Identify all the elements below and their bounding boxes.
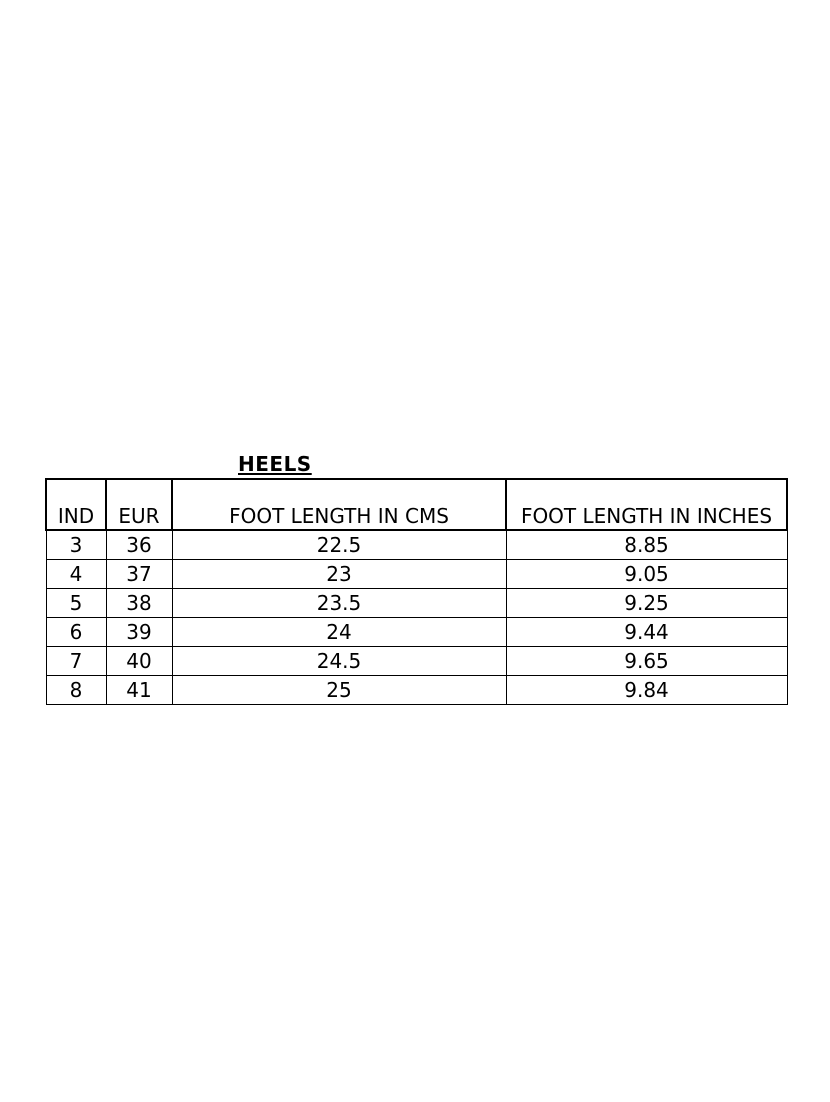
header-ind: IND [46,479,106,530]
table-row [46,676,787,705]
header-foot-length-cms: FOOT LENGTH IN CMS [172,479,506,530]
cell-ind: 3 [46,530,106,560]
cell-eur: 37 [106,560,172,589]
cell-cms: 25 [172,676,506,705]
cell-ind: 5 [46,589,106,618]
table-row [46,560,787,589]
header-eur: EUR [106,479,172,530]
cell-eur: 36 [106,530,172,560]
cell-cms: 23.5 [172,589,506,618]
cell-inches: 8.85 [506,530,787,560]
size-chart-table [45,478,788,705]
cell-cms: 24.5 [172,647,506,676]
cell-eur: 39 [106,618,172,647]
table-row [46,647,787,676]
cell-ind: 6 [46,618,106,647]
cell-inches: 9.44 [506,618,787,647]
cell-cms: 23 [172,560,506,589]
table-row [46,530,787,560]
cell-eur: 38 [106,589,172,618]
cell-inches: 9.65 [506,647,787,676]
cell-cms: 22.5 [172,530,506,560]
table-title: HEELS [238,452,312,476]
cell-inches: 9.84 [506,676,787,705]
header-row [46,479,787,530]
table-row [46,618,787,647]
cell-inches: 9.25 [506,589,787,618]
header-foot-length-inches: FOOT LENGTH IN INCHES [506,479,787,530]
cell-cms: 24 [172,618,506,647]
cell-eur: 41 [106,676,172,705]
cell-ind: 8 [46,676,106,705]
cell-inches: 9.05 [506,560,787,589]
cell-ind: 4 [46,560,106,589]
cell-eur: 40 [106,647,172,676]
cell-ind: 7 [46,647,106,676]
table-row [46,589,787,618]
